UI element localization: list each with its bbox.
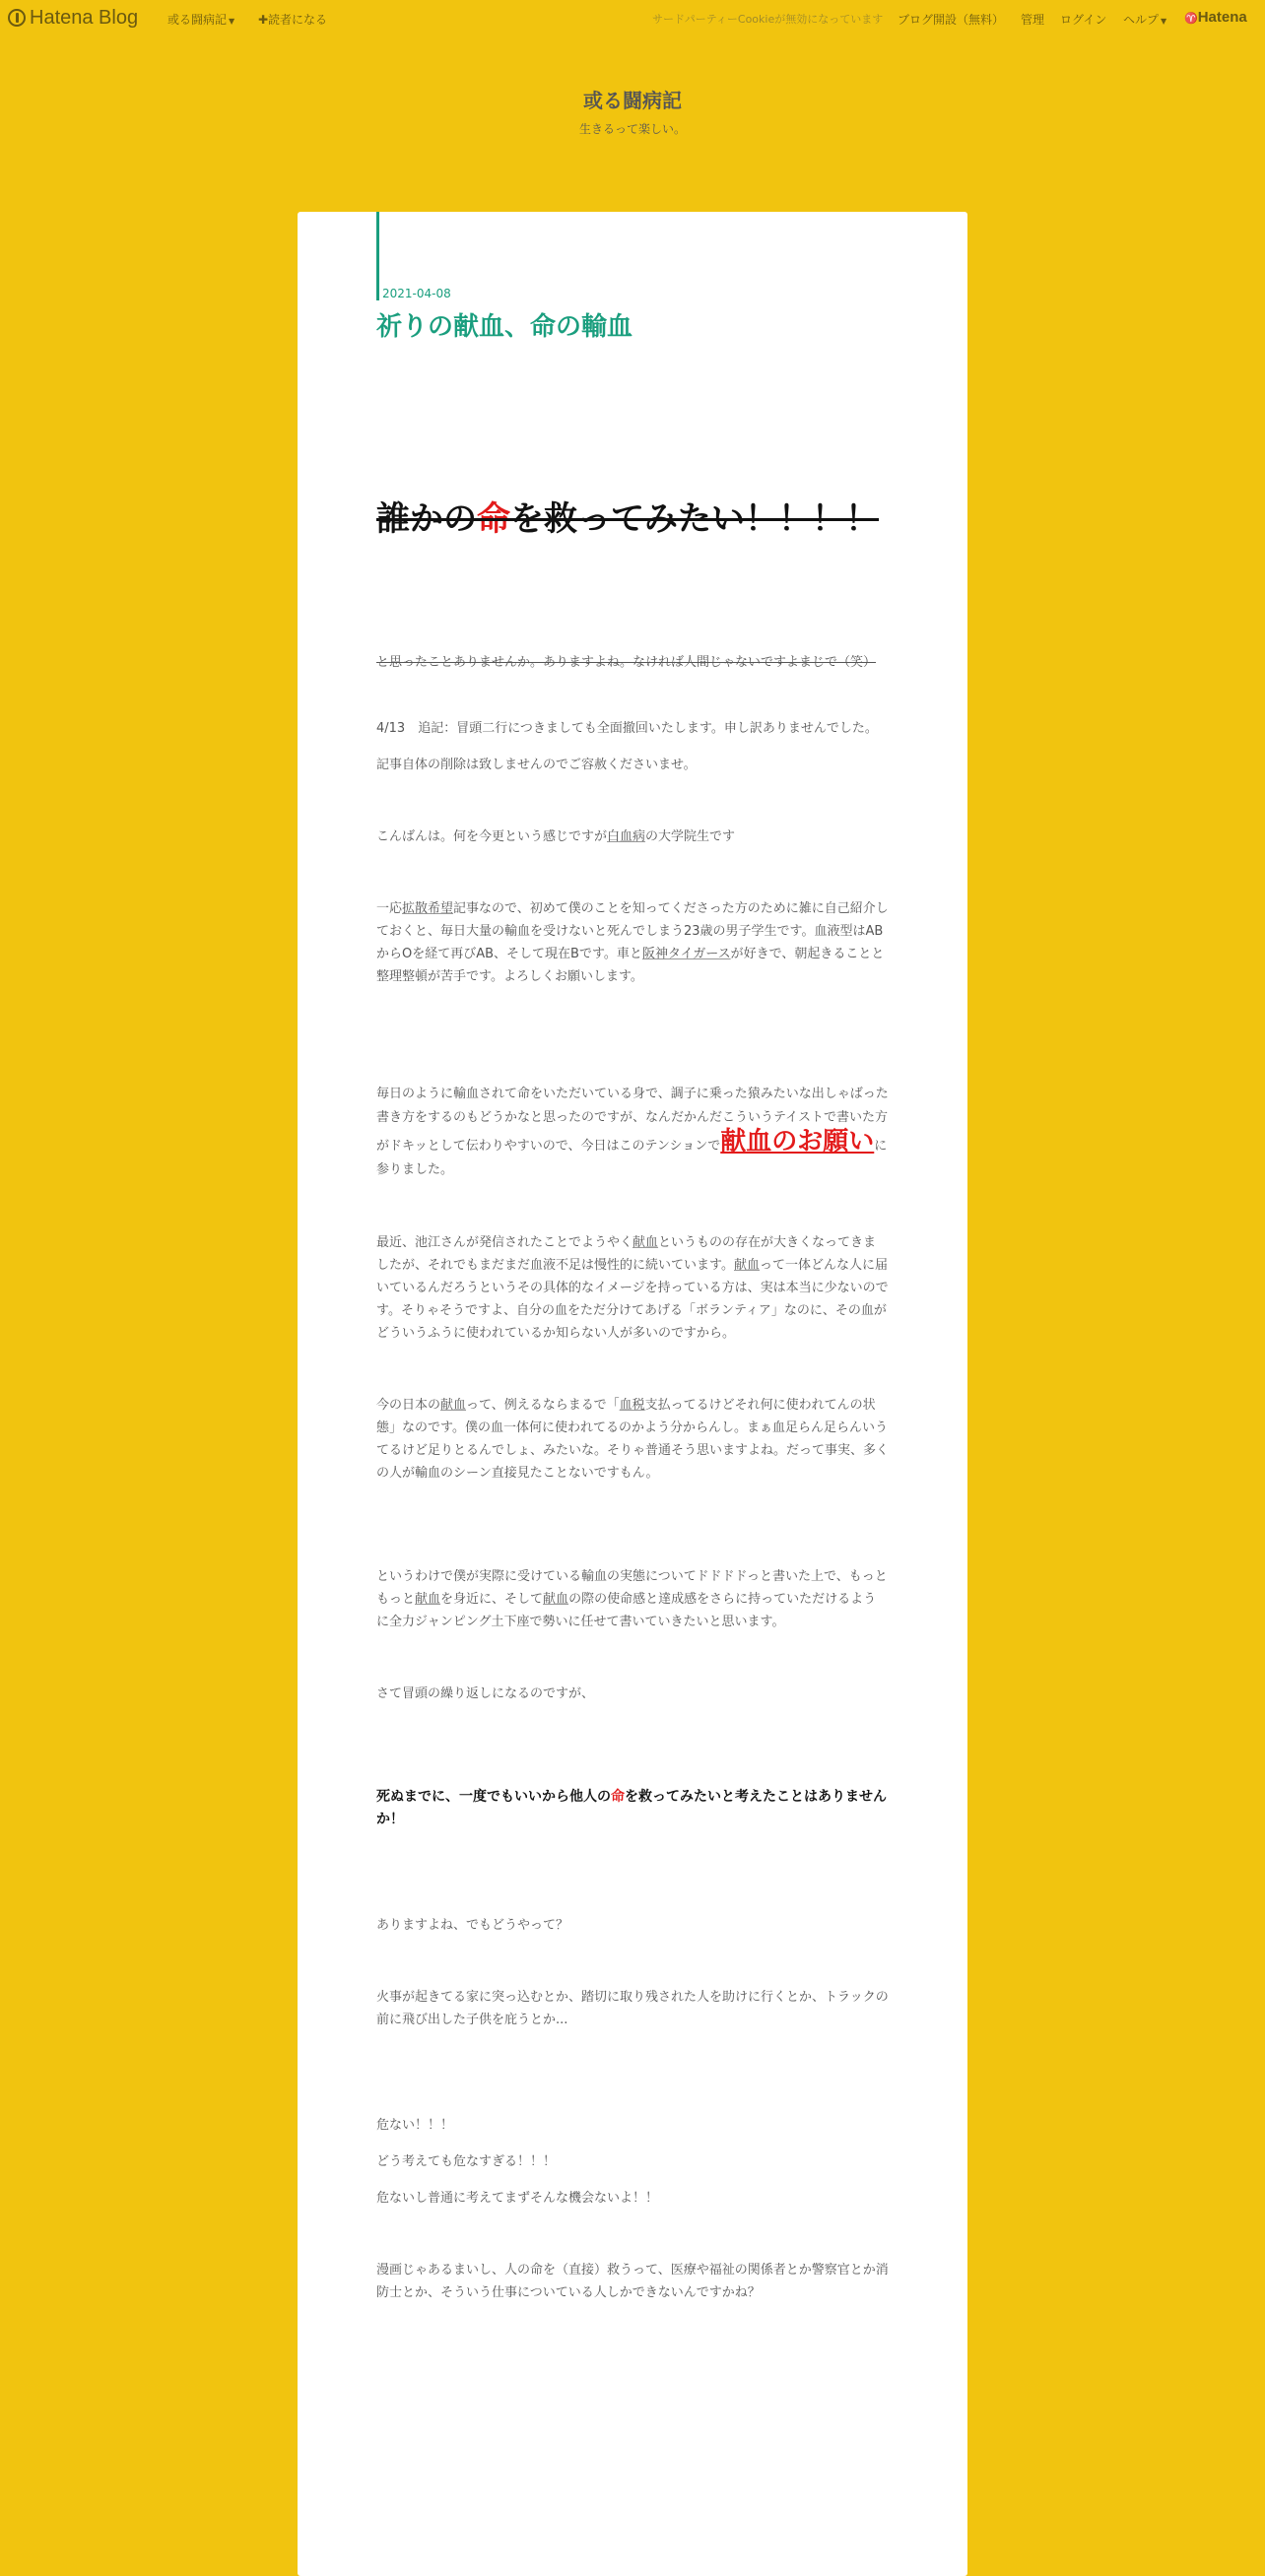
keyword-link[interactable]: 献血 bbox=[543, 1592, 569, 1607]
text: こんばんは。何を今更という感じですが bbox=[376, 829, 608, 844]
caret-down-icon: ▼ bbox=[1161, 17, 1167, 26]
text: の際の使命感と達成感をさらに持っていただけるように全力ジャンピング土下座で勢いに任せて書いていきたいと思います。 bbox=[376, 1592, 877, 1629]
text: 記事なので、初めて僕のことを知ってくださった方のために雑に自己紹介しておくと、毎日大量の輸血を受けないと死んでしまう23歳の男子学生です。血液型はABからOを経て再びAB、そして現在Bです。車と bbox=[376, 901, 889, 961]
text: 支払ってるけどそれ何に使われてんの状態」なのです。僕の血一体何に使われてるのかよう分からんし。まぁ血足らん足らんいうてるけど足りとるんでしょ、みたいな。そりゃ普通そう思いますよね。だって事実、多くの人が輸血のシーン直接見たことないですもん。 bbox=[376, 1398, 890, 1481]
text: 最近、池江さんが発信されたことでようやく bbox=[376, 1235, 633, 1250]
paragraph bbox=[376, 1565, 889, 1633]
paragraph bbox=[376, 1083, 889, 1182]
entry-date[interactable]: 2021-04-08 bbox=[382, 287, 451, 300]
date-accent-bar bbox=[376, 212, 379, 300]
red-text: 命 bbox=[611, 1789, 625, 1805]
struck-paragraph: と思ったことありませんか。ありますよね。なければ人間じゃないですよまじで（笑） bbox=[376, 655, 877, 670]
paragraph: 漫画じゃあるまいし、人の命を（直接）救うって、医療や福祉の関係者とか警察官とか消防士とか、そういう仕事についている人しかできないんですかね？ bbox=[376, 2263, 889, 2300]
hatena-bird-icon: ♈ bbox=[1184, 13, 1198, 25]
entry-title[interactable]: 祈りの献血、命の輸血 bbox=[376, 312, 633, 342]
login-link[interactable]: ログイン bbox=[1060, 13, 1107, 27]
text: を身近に、そして bbox=[440, 1592, 544, 1607]
paragraph: 危ない！！！ bbox=[376, 2118, 454, 2133]
entry-content bbox=[376, 497, 889, 2304]
keyword-link[interactable]: 拡散希望 bbox=[402, 901, 454, 916]
hatena-brand-link[interactable] bbox=[1184, 9, 1247, 26]
paragraph bbox=[376, 1231, 889, 1345]
blog-menu[interactable] bbox=[167, 11, 234, 28]
note-paragraph: 4/13 追記：冒頭二行につきましても全面撤回いたします。申し訳ありませんでした。 bbox=[376, 721, 878, 736]
keyword-link[interactable]: 阪神タイガース bbox=[641, 947, 731, 961]
blog-menu-label: 或る闘病記 bbox=[167, 13, 228, 27]
text: って、例えるならまるで「 bbox=[466, 1398, 620, 1413]
keyword-link[interactable]: 血税 bbox=[619, 1398, 645, 1413]
heading-red-text: 命 bbox=[477, 499, 510, 539]
hatena-blog-logo[interactable] bbox=[8, 7, 138, 29]
hatena-logo-icon bbox=[8, 9, 26, 27]
keyword-link[interactable]: 献血 bbox=[632, 1235, 659, 1250]
open-blog-link[interactable]: ブログ開設（無料） bbox=[898, 13, 1005, 27]
text: 今の日本の bbox=[376, 1398, 441, 1413]
paragraph bbox=[376, 897, 889, 988]
text: 毎日のように輸血されて命をいただいている身で、調子に乗った猿みたいな出しゃばった書き方をするのもどうかなと思ったのですが、なんだかんだこういうテイストで書いた方がドキッとして伝わりやすいので、今日はこのテンションで bbox=[376, 1087, 889, 1154]
hatena-brand-label: Hatena bbox=[1197, 9, 1247, 26]
paragraph bbox=[376, 826, 889, 848]
paragraph bbox=[376, 1394, 889, 1485]
keyword-link[interactable]: 献血 bbox=[415, 1592, 441, 1607]
keyword-link[interactable]: 献血 bbox=[733, 1258, 760, 1273]
text: というものの存在が大きくなってきましたが、それでもまだまだ血液不足は慢性的に続いています。 bbox=[376, 1235, 877, 1273]
logo-text: Hatena Blog bbox=[30, 6, 139, 29]
cookie-notice: サードパーティーCookieが無効になっています bbox=[652, 13, 884, 26]
text: 死ぬまでに、一度でもいいから他人の bbox=[376, 1789, 611, 1805]
text: に参りました。 bbox=[376, 1139, 888, 1177]
text: が好きで、朝起きることと整理整頓が苦手です。よろしくお願いします。 bbox=[376, 947, 885, 984]
help-label: ヘルプ bbox=[1123, 13, 1160, 27]
bold-paragraph bbox=[376, 1786, 889, 1831]
caret-down-icon: ▼ bbox=[229, 17, 235, 26]
emphasis-text: 献血のお願い bbox=[720, 1127, 875, 1156]
paragraph: 火事が起きてる家に突っ込むとか、踏切に取り残された人を助けに行くとか、トラックの前に飛び出した子供を庇うとか... bbox=[376, 1990, 889, 2027]
admin-link[interactable]: 管理 bbox=[1021, 13, 1045, 27]
article-card bbox=[298, 212, 967, 2576]
struck-heading bbox=[376, 497, 889, 541]
text: って一体どんな人に届いているんだろうというその具体的なイメージを持っている方は、実は本当に少ないのです。そりゃそうですよ、自分の血をただ分けてあげる「ボランティア」なのに、その血がどういうふうに使われているか知らない人が多いのですから。 bbox=[376, 1258, 889, 1341]
heading-text: 誰かの bbox=[376, 499, 477, 539]
blog-description: 生きるって楽しい。 bbox=[578, 122, 686, 136]
heading-text: を救ってみたい！！！！ bbox=[510, 499, 879, 539]
text: 一応 bbox=[376, 901, 403, 916]
paragraph: さて冒頭の繰り返しになるのですが、 bbox=[376, 1686, 595, 1701]
help-menu[interactable] bbox=[1123, 11, 1166, 28]
text: の大学院生です bbox=[645, 829, 736, 844]
blog-title[interactable]: 或る闘病記 bbox=[583, 89, 682, 112]
keyword-link[interactable]: 白血病 bbox=[607, 829, 646, 844]
global-header bbox=[0, 0, 1265, 35]
text: を救ってみたいと考えたことはありませんか！ bbox=[376, 1789, 887, 1827]
note-paragraph: 記事自体の削除は致しませんのでご容赦くださいませ。 bbox=[376, 758, 697, 772]
paragraph: どう考えても危なすぎる！！！ bbox=[376, 2154, 557, 2169]
subscribe-button[interactable]: ✚読者になる bbox=[258, 13, 328, 27]
paragraph: 危ないし普通に考えてまずそんな機会ないよ！！ bbox=[376, 2191, 659, 2206]
paragraph: ありますよね、でもどうやって？ bbox=[376, 1918, 569, 1933]
keyword-link[interactable]: 献血 bbox=[440, 1398, 467, 1413]
text: というわけで僕が実際に受けている輸血の実態についてドドドドっと書いた上で、もっともっと bbox=[376, 1569, 888, 1607]
